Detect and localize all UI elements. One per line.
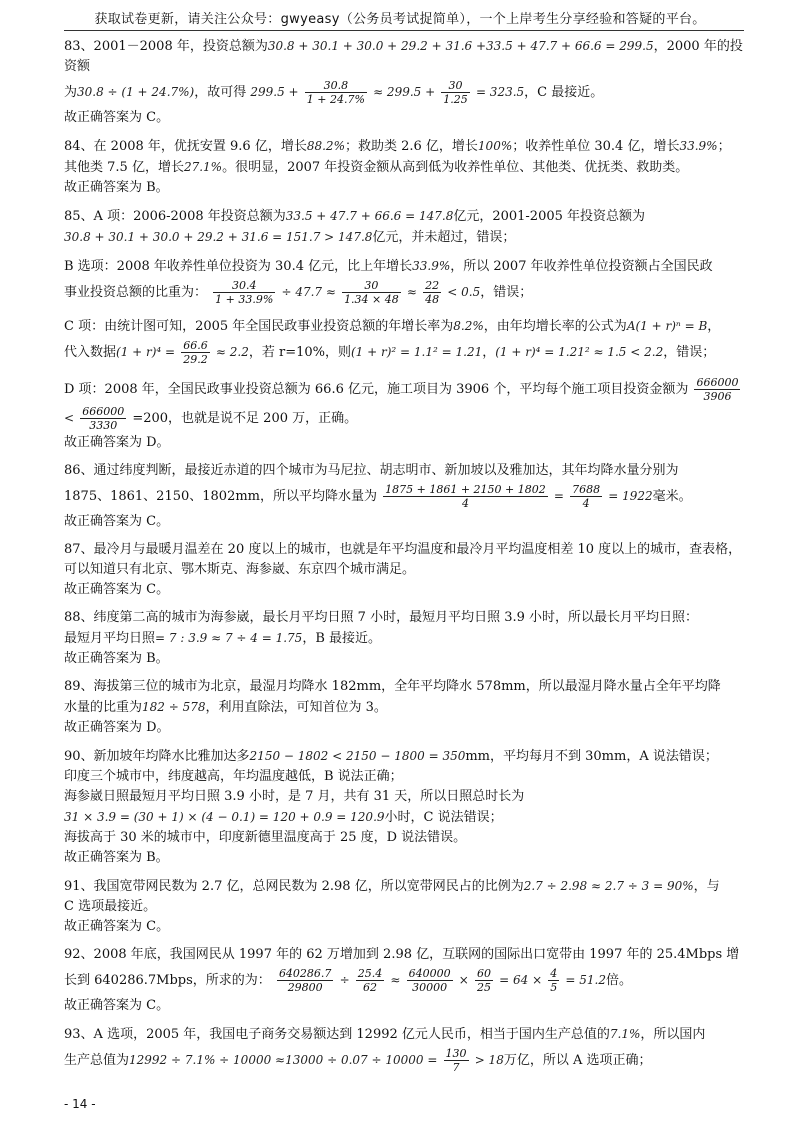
q86-answer: 故正确答案为 C。 <box>64 514 170 529</box>
q91-answer: 故正确答案为 C。 <box>64 919 170 934</box>
fraction: $\frac{130}{7}$ <box>445 1047 467 1074</box>
q90-option-b: 印度三个城市中，纬度越高，年均温度越低，B 说法正确； <box>64 769 403 784</box>
q83-line2: 为30.8 ÷ (1 + 24.7%)，故可得 299.5 + $\frac{30.8}{1 + 24.7\%}$ ≈ 299.5 + $\frac{30}{1.25}$ = 323.5，C 最接近。 <box>64 79 604 106</box>
page-body <box>64 36 744 1076</box>
q85-option-c-line2: 代入数据(1 + r)⁴ = $\frac{66.6}{29.2}$ ≈ 2.2，若 r=10%，则(1 + r)² = 1.1² = 1.21，(1 + r)⁴ = 1.21² ≈ 1.5 < 2.2，错误； <box>64 339 716 366</box>
q89-answer: 故正确答案为 D。 <box>64 720 170 735</box>
q93-line1: 93、A 选项，2005 年，我国电子商务交易额达到 12992 亿元人民币，相当于国内生产总值的7.1%，所以国内 <box>64 1027 706 1042</box>
q84-line2: 其他类 7.5 亿，增长27.1%。很明显，2007 年投资金额从高到低为收养性单位、其他类、优抚类、救助类。 <box>64 160 689 175</box>
fraction: $\frac{30}{1.34 \times 48}$ <box>344 279 399 306</box>
q85-option-a: 85、A 项：2006-2008 年投资总额为33.5 + 47.7 + 66.6 = 147.8亿元，2001-2005 年投资总额为 30.8 + 30.1 + 30.0 + 29.2 + 31.6 = 151.7 > 147.8亿元，并未超过，错误； <box>64 209 646 245</box>
q87-answer: 故正确答案为 C。 <box>64 582 170 597</box>
q86-line2: 1875、1861、2150、1802mm，所以平均降水量为 $\frac{1875 + 1861 + 2150 + 1802}{4}$ = $\frac{7688}{4}$ = 1922毫米。 <box>64 483 692 510</box>
fraction: $\frac{666000}{3330}$ <box>82 405 125 432</box>
q90-option-c: 海参崴日照最短月平均日照 3.9 小时，是 7 月，共有 31 天，所以日照总时长为 31 × 3.9 = (30 + 1) × (4 − 0.1) = 120 + 0.9 = 120.9小时，C 说法错误； <box>64 789 525 825</box>
q88-line1: 88、纬度第二高的城市为海参崴，最长月平均日照 7 小时，最短月平均日照 3.9 小时，所以最长月平均日照： <box>64 610 699 625</box>
q86-line1: 86、通过纬度判断，最接近赤道的四个城市为马尼拉、胡志明市、新加坡以及雅加达，其年均降水量分别为 <box>64 463 679 478</box>
fraction: $\frac{30.8}{1 + 24.7\%}$ <box>306 79 365 106</box>
q90-answer: 故正确答案为 B。 <box>64 850 169 865</box>
q84-answer: 故正确答案为 B。 <box>64 180 169 195</box>
fraction: $\frac{7688}{4}$ <box>572 483 601 510</box>
fraction: $\frac{22}{48}$ <box>425 279 440 306</box>
fraction: $\frac{666000}{3906}$ <box>696 376 739 403</box>
q92-answer: 故正确答案为 C。 <box>64 998 170 1013</box>
q85-option-b-line2: 事业投资总额的比重为： $\frac{30.4}{1 + 33.9\%}$ ÷ 47.7 ≈ $\frac{30}{1.34 \times 48}$ ≈ $\frac{22}{48}$ < 0.5，错误； <box>64 279 533 306</box>
q89-line2: 水量的比重为182 ÷ 578，利用直除法，可知首位为 3。 <box>64 700 387 715</box>
q88-line2: 最短月平均日照= 7 : 3.9 ≈ 7 ÷ 4 = 1.75，B 最接近。 <box>64 631 382 646</box>
fraction: $\frac{25.4}{62}$ <box>357 967 383 994</box>
fraction: $\frac{640286.7}{29800}$ <box>278 967 332 994</box>
fraction: $\frac{66.6}{29.2}$ <box>183 339 208 366</box>
page-number: - 14 - <box>64 1097 96 1111</box>
q91-line1: 91、我国宽带网民数为 2.7 亿，总网民数为 2.98 亿，所以宽带网民占的比例为2.7 ÷ 2.98 ≈ 2.7 ÷ 3 = 90%，与 <box>64 879 720 894</box>
fraction: $\frac{640000}{30000}$ <box>408 967 451 994</box>
q85-option-d: D 项：2008 年，全国民政事业投资总额为 66.6 亿元，施工项目为 3906 个，平均每个施工项目投资金额为 $\frac{666000}{3906}$ < $\frac{666000}{3330}$ =200，也就是说不足 200 万，正确。 <box>64 376 739 432</box>
q89-line1: 89、海拔第三位的城市为北京，最湿月均降水 182mm，全年平均降水 578mm，所以最湿月降水量占全年平均降 <box>64 679 721 694</box>
q84-line1: 84、在 2008 年，优抚安置 9.6 亿，增长88.2%；救助类 2.6 亿，增长100%；收养性单位 30.4 亿，增长33.9%； <box>64 139 731 154</box>
fraction: $\frac{1875 + 1861 + 2150 + 1802}{4}$ <box>385 483 546 510</box>
page-header: 获取试卷更新，请关注公众号：gwyeasy（公务员考试捉简单），一个上岸考生分享经验和答疑的平台。 <box>94 12 706 27</box>
fraction: $\frac{30}{1.25}$ <box>443 79 468 106</box>
fraction: $\frac{60}{25}$ <box>476 967 491 994</box>
header-rule <box>64 30 744 31</box>
fraction: $\frac{4}{5}$ <box>550 967 558 994</box>
q91-line2: C 选项最接近。 <box>64 899 157 914</box>
q83-answer: 故正确答案为 C。 <box>64 110 170 125</box>
q87-text: 87、最冷月与最暖月温差在 20 度以上的城市，也就是年平均温度和最冷月平均温度相差 10 度以上的城市，查表格，可以知道只有北京、鄂木斯克、海参崴、东京四个城市满足。 <box>64 542 742 577</box>
q88-answer: 故正确答案为 B。 <box>64 651 169 666</box>
q85-answer: 故正确答案为 D。 <box>64 435 170 450</box>
fraction: $\frac{30.4}{1 + 33.9\%}$ <box>215 279 274 306</box>
q83-line1: 83、2001－2008 年，投资总额为30.8 + 30.1 + 30.0 + 29.2 + 31.6 +33.5 + 47.7 + 66.6 = 299.5，2000 年的投资额 <box>64 39 743 74</box>
q90-option-d: 海拔高于 30 米的城市中，印度新德里温度高于 25 度，D 说法错误。 <box>64 830 467 845</box>
q85-option-b: B 选项：2008 年收养性单位投资为 30.4 亿元，比上年增长33.9%，所以 2007 年收养性单位投资额占全国民政 <box>64 259 713 274</box>
q85-option-c: C 项：由统计图可知，2005 年全国民政事业投资总额的年增长率为8.2%，由年均增长率的公式为A(1 + r)ⁿ = B， <box>64 319 721 334</box>
q92-line2: 长到 640286.7Mbps，所求的为： $\frac{640286.7}{29800}$ ÷ $\frac{25.4}{62}$ ≈ $\frac{640000}{30000}$ × $\frac{60}{25}$ = 64 × $\frac{4}{5}$ = 51.2倍。 <box>64 967 633 994</box>
q92-line1: 92、2008 年底，我国网民从 1997 年的 62 万增加到 2.98 亿，互联网的国际出口宽带由 1997 年的 25.4Mbps 增 <box>64 947 740 962</box>
q90-option-a: 90、新加坡年均降水比雅加达多2150 − 1802 < 2150 − 1800 = 350mm，平均每月不到 30mm，A 说法错误； <box>64 749 718 764</box>
q93-line2: 生产总值为12992 ÷ 7.1% ÷ 10000 ≈13000 ÷ 0.07 ÷ 10000 = $\frac{130}{7}$ > 18万亿，所以 A 选项正确； <box>64 1047 652 1074</box>
